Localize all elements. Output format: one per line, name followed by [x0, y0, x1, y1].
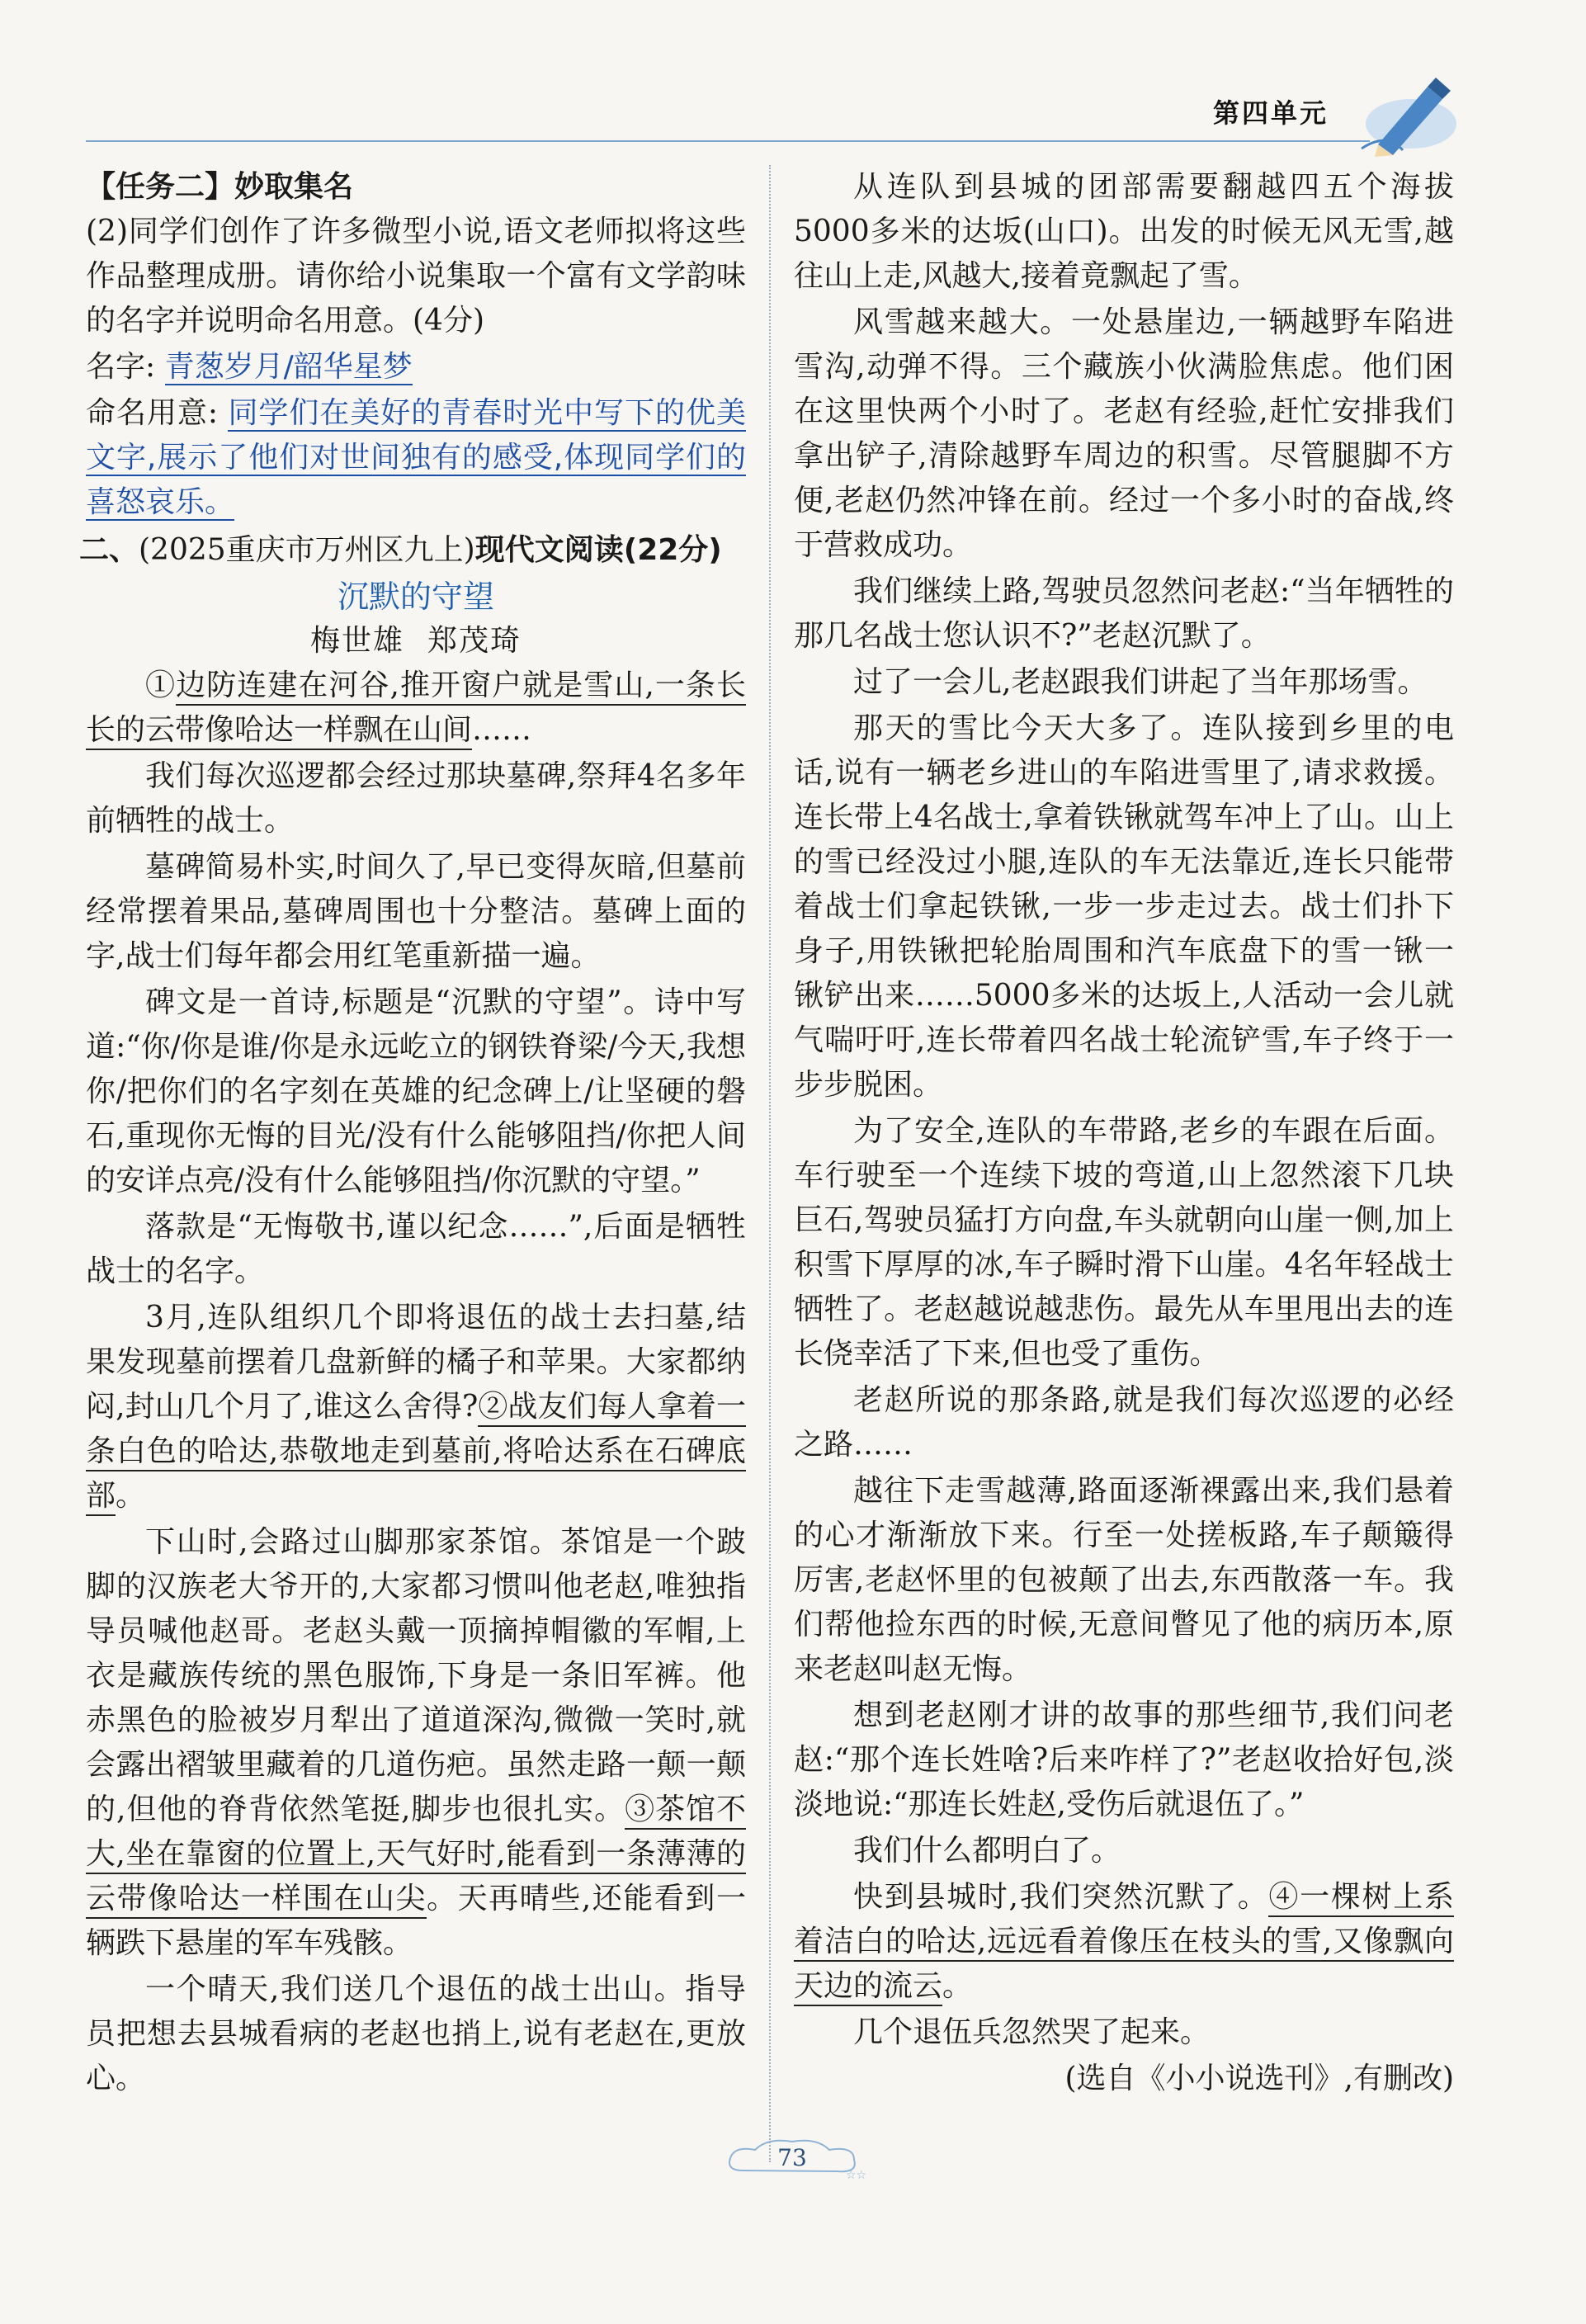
story-paragraph: 从连队到县城的团部需要翻越四五个海拔5000多米的达坂(山口)。出发的时候无风无雪,越往山上走,风越大,接着竟飘起了雪。: [794, 170, 1454, 293]
story-paragraph: 想到老赵刚才讲的故事的那些细节,我们问老赵:“那个连长姓啥?后来咋样了?”老赵收拾好包,淡淡地说:“那连长姓赵,受伤后就退伍了。”: [794, 1698, 1454, 1821]
underlined-sentence: 边防连建在河谷,推开窗户就是雪山,一条长长的云带像哈达一样飘在山间: [86, 668, 746, 750]
name-answer: 青葱岁月/韶华星梦: [164, 350, 413, 384]
purpose-answer: 同学们在美好的青春时光中写下的优美文字,展示了他们对世间独有的感受,体现同学们的喜怒哀乐。: [86, 396, 746, 519]
story-paragraph: [794, 1875, 1454, 2009]
left-column: [79, 165, 746, 2103]
paragraph-text: 下山时,会路过山脚那家茶馆。茶馆是一个跛脚的汉族老大爷开的,大家都习惯叫他老赵,唯独指导员喊他赵哥。老赵头戴一顶摘掉帽徽的军帽,上衣是藏族传统的黑色服饰,下身是一条旧军裤。他赤黑色的脸被岁月犁出了道道深沟,微微一笑时,就会露出褶皱里藏着的几道伤疤。虽然走路一颠一颠的,但他的脊背依然笔挺,脚步也很扎实。: [86, 1525, 746, 1826]
underlined-sentence: ③茶馆不大,坐在靠窗的位置上,天气好时,能看到一条薄薄的云带像哈达一样围在山尖: [86, 1793, 746, 1919]
task2-title: 【任务二】妙取集名: [86, 170, 354, 204]
task2-question: (2)同学们创作了许多微型小说,语文老师拟将这些作品整理成册。请你给小说集取一个富有文学韵味的名字并说明命名用意。(4分): [86, 215, 746, 338]
story-paragraph: 那天的雪比今天大多了。连队接到乡里的电话,说有一辆老乡进山的车陷进雪里了,请求救援。连长带上4名战士,拿着铁锹就驾车冲上了山。山上的雪已经没过小腿,连队的车无法靠近,连长只能带着战士们拿起铁锹,一步一步走过去。战士们扑下身子,用铁锹把轮胎周围和汽车底盘下的雪一锹一锹铲出来……5000多米的达坂上,人活动一会儿就气喘吁吁,连长带着四名战士轮流铲雪,车子终于一步步脱困。: [794, 711, 1454, 1102]
paragraph-text: ……: [472, 713, 532, 747]
story-paragraph: [86, 664, 746, 753]
right-paragraphs: [794, 165, 1454, 2055]
purpose-label: 命名用意:: [86, 396, 219, 430]
section2-prefix: 二、: [79, 533, 139, 567]
story-authors: [86, 619, 746, 664]
name-label: 名字:: [86, 350, 156, 384]
underlined-sentence: ②战友们每人拿着一条白色的哈达,恭敬地走到墓前,将哈达系在石碑底部: [86, 1390, 746, 1516]
author-2: 郑茂琦: [427, 624, 522, 658]
section2-heading: [79, 528, 746, 573]
section2-title: 现代文阅读(22分): [474, 533, 722, 567]
story-paragraph: 越往下走雪越薄,路面逐渐裸露出来,我们悬着的心才渐渐放下来。行至一处搓板路,车子颠簸得厉害,老赵怀里的包被颠了出去,东西散落一车。我们帮他捡东西的时候,无意间瞥见了他的病历本,原来老赵叫赵无悔。: [794, 1474, 1454, 1686]
story-paragraph: 几个退伍兵忽然哭了起来。: [853, 2015, 1211, 2049]
section2-source: (2025重庆市万州区九上): [139, 533, 475, 567]
story-paragraph: 我们每次巡逻都会经过那块墓碑,祭拜4名多年前牺牲的战士。: [86, 759, 746, 838]
paragraph-text: 快到县城时,我们突然沉默了。: [853, 1880, 1269, 1914]
page-number: 73: [777, 2144, 807, 2171]
name-answer-row: [86, 345, 746, 390]
paragraph-text: 。: [116, 1479, 146, 1513]
story-paragraph: 我们什么都明白了。: [853, 1834, 1121, 1868]
header-rule: [86, 140, 1370, 142]
paragraph-text: 。: [942, 1969, 973, 2003]
pencil-decoration-icon: [1353, 66, 1461, 157]
paragraph-text: 。天再晴些,还能看到一辆跌下悬崖的军车残骸。: [86, 1882, 746, 1960]
source-note: (选自《小小说选刊》,有删改): [1064, 2062, 1454, 2095]
story-paragraph: 风雪越来越大。一处悬崖边,一辆越野车陷进雪沟,动弹不得。三个藏族小伙满脸焦虑。他们困在这里快两个小时了。老赵有经验,赶忙安排我们拿出铲子,清除越野车周边的积雪。尽管腿脚不方便,老赵仍然冲锋在前。经过一个多小时的奋战,终于营救成功。: [794, 305, 1454, 562]
story-paragraph: [86, 1296, 746, 1519]
svg-text:☆☆: ☆☆: [846, 2169, 867, 2182]
story-paragraph: 一个晴天,我们送几个退伍的战士出山。指导员把想去县城看病的老赵也捎上,说有老赵在,更放心。: [86, 1972, 746, 2095]
story-paragraph: 过了一会儿,老赵跟我们讲起了当年那场雪。: [853, 665, 1428, 699]
paragraph-text: ①: [145, 668, 177, 702]
purpose-answer-row: [86, 391, 746, 525]
left-paragraphs: [86, 664, 746, 2101]
story-title: 沉默的守望: [337, 579, 494, 615]
story-paragraph: 碑文是一首诗,标题是“沉默的守望”。诗中写道:“你/你是谁/你是永远屹立的钢铁脊梁/今天,我想你/把你们的名字刻在英雄的纪念碑上/让坚硬的磐石,重现你无悔的目光/没有什么能够阻挡/你把人间的安详点亮/没有什么能够阻挡/你沉默的守望。”: [86, 985, 746, 1197]
unit-title: 第四单元: [1213, 97, 1329, 129]
story-paragraph: 我们继续上路,驾驶员忽然问老赵:“当年牺牲的那几名战士您认识不?”老赵沉默了。: [794, 574, 1454, 653]
paragraph-text: 3月,连队组织几个即将退伍的战士去扫墓,结果发现墓前摆着几盘新鲜的橘子和苹果。大家都纳闷,封山几个月了,谁这么舍得?: [86, 1301, 746, 1424]
story-paragraph: [86, 1520, 746, 1966]
right-column: [794, 165, 1454, 2101]
story-paragraph: 墓碑简易朴实,时间久了,早已变得灰暗,但墓前经常摆着果品,墓碑周围也十分整洁。墓碑上面的字,战士们每年都会用红笔重新描一遍。: [86, 850, 746, 973]
story-paragraph: 落款是“无悔敬书,谨以纪念……”,后面是牺牲战士的名字。: [86, 1210, 746, 1288]
page-number-badge: [710, 2133, 875, 2183]
author-1: 梅世雄: [309, 624, 404, 658]
story-paragraph: 老赵所说的那条路,就是我们每次巡逻的必经之路……: [794, 1383, 1454, 1462]
underlined-sentence: ④一棵树上系着洁白的哈达,远远看着像压在枝头的雪,又像飘向天边的流云: [794, 1880, 1454, 2006]
column-divider: [769, 165, 771, 2162]
story-paragraph: 为了安全,连队的车带路,老乡的车跟在后面。车行驶至一个连续下坡的弯道,山上忽然滚下几块巨石,驾驶员猛打方向盘,车头就朝向山崖一侧,加上积雪下厚厚的冰,车子瞬时滑下山崖。4名年轻战士牺牲了。老赵越说越悲伤。最先从车里甩出去的连长侥幸活了下来,但也受了重伤。: [794, 1114, 1454, 1371]
